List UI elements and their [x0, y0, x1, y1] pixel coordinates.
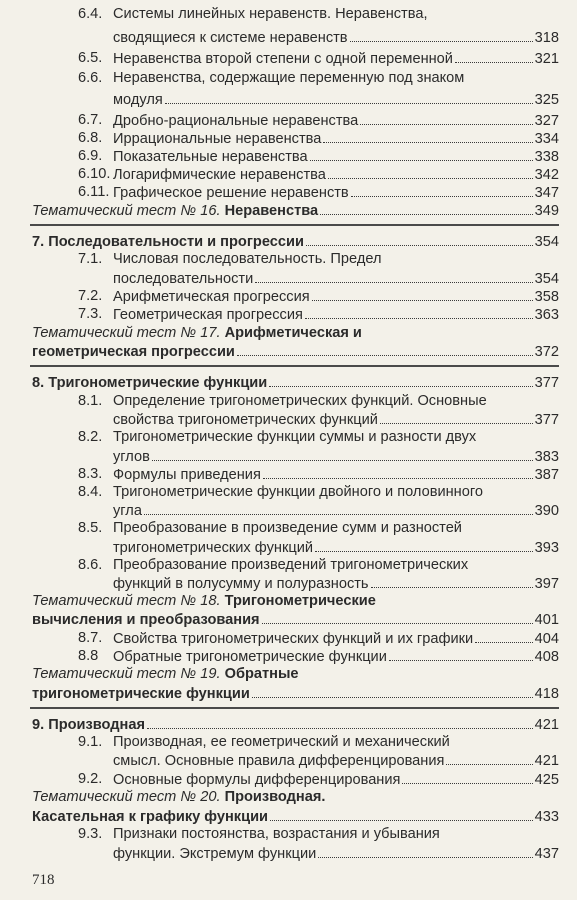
- toc-entry-leader: [113, 29, 559, 47]
- entry-title: углов: [113, 449, 150, 465]
- toc-entry-leader: [113, 6, 559, 23]
- section-number: 8.1.: [78, 393, 103, 409]
- toc-entry-leader: [113, 734, 559, 751]
- section-number: 9.1.: [78, 734, 103, 750]
- dot-leader: [328, 166, 533, 179]
- entry-title: вычисления и преобразования: [32, 612, 260, 628]
- toc-entry-leader: [113, 148, 559, 166]
- entry-title: Дробно-рациональные неравенства: [113, 113, 359, 129]
- toc-entry-leader: [32, 593, 559, 610]
- section-number: 6.5.: [78, 50, 103, 66]
- toc-entry[interactable]: [0, 91, 577, 108]
- entry-title: Тригонометрические функции суммы и разности двух: [113, 429, 477, 445]
- section-number: 6.7.: [78, 112, 103, 128]
- toc-entry[interactable]: [0, 484, 577, 501]
- page-ref: 393: [534, 540, 559, 556]
- dot-leader: [371, 575, 533, 588]
- page-ref: 404: [534, 631, 559, 647]
- section-number: 7.2.: [78, 288, 103, 304]
- test-title: Неравенства: [224, 203, 319, 219]
- section-number: 9.2.: [78, 771, 103, 787]
- entry-title: 8. Тригонометрические функции: [32, 375, 268, 391]
- toc-entry[interactable]: [0, 557, 577, 574]
- entry-title: модуля: [113, 92, 163, 108]
- entry-title: [32, 666, 299, 683]
- test-title: Тригонометрические: [224, 593, 376, 609]
- toc-entry-leader: [113, 184, 559, 202]
- toc-entry[interactable]: [0, 502, 577, 519]
- toc-entry[interactable]: [0, 233, 577, 250]
- toc-entry[interactable]: [0, 50, 577, 67]
- section-number: 8.8: [78, 648, 99, 664]
- toc-entry-leader: [32, 202, 559, 220]
- dot-leader: [152, 448, 533, 461]
- toc-entry-leader: [32, 611, 559, 629]
- dot-leader: [305, 306, 533, 319]
- entry-title: Иррациональные неравенства: [113, 131, 322, 147]
- dot-leader: [350, 29, 533, 42]
- dot-leader: [312, 288, 533, 301]
- toc-entry[interactable]: [0, 29, 577, 46]
- page-ref: 383: [534, 449, 559, 465]
- page-ref: 342: [534, 167, 559, 183]
- entry-title: Основные формулы дифференцирования: [113, 772, 401, 788]
- dot-leader: [237, 343, 533, 356]
- entry-title: Касательная к графику функции: [32, 809, 269, 825]
- toc-entry-leader: [113, 826, 559, 843]
- entry-title: Системы линейных неравенств. Неравенства,: [113, 6, 428, 22]
- toc-entry-leader: [113, 648, 559, 666]
- entry-title: Формулы приведения: [113, 467, 261, 483]
- toc-entry[interactable]: [0, 648, 577, 665]
- page-number: 718: [32, 872, 55, 888]
- dot-leader: [306, 233, 533, 246]
- dot-leader: [380, 411, 533, 424]
- toc-entry[interactable]: [0, 70, 577, 87]
- toc-entry-leader: [113, 288, 559, 306]
- entry-title: тригонометрических функций: [113, 540, 314, 556]
- toc-entry-leader: [113, 448, 559, 466]
- toc-entry[interactable]: [0, 184, 577, 201]
- test-label: Тематический тест № 19.: [32, 666, 221, 682]
- section-number: 8.3.: [78, 466, 103, 482]
- section-divider: [30, 365, 559, 367]
- toc-entry[interactable]: [0, 374, 577, 391]
- section-number: 8.6.: [78, 557, 103, 573]
- dot-leader: [318, 845, 532, 858]
- dot-leader: [262, 611, 533, 624]
- toc-entry-leader: [32, 808, 559, 826]
- toc-entry-leader: [113, 539, 559, 557]
- entry-title: [32, 325, 362, 342]
- page-ref: 425: [534, 772, 559, 788]
- entry-title: Свойства тригонометрических функций и их графики: [113, 631, 474, 647]
- toc-entry[interactable]: [0, 202, 577, 219]
- entry-title: Преобразование произведений тригонометрических: [113, 557, 469, 573]
- page-ref: 321: [534, 51, 559, 67]
- dot-leader: [455, 50, 533, 63]
- dot-leader: [269, 374, 532, 387]
- toc-entry-leader: [113, 429, 559, 446]
- entry-title: смысл. Основные правила дифференцирования: [113, 753, 445, 769]
- toc-entry[interactable]: [0, 270, 577, 287]
- entry-title: последовательности: [113, 271, 254, 287]
- toc-entry[interactable]: [0, 325, 577, 342]
- toc-entry-leader: [113, 91, 559, 109]
- page-ref: 397: [534, 576, 559, 592]
- toc-entry-leader: [113, 251, 559, 268]
- page-ref: 318: [534, 30, 559, 46]
- entry-title: функции. Экстремум функции: [113, 846, 317, 862]
- entry-title: Преобразование в произведение сумм и разностей: [113, 520, 462, 536]
- toc-entry[interactable]: [0, 393, 577, 410]
- dot-leader: [165, 91, 533, 104]
- toc-entry[interactable]: [0, 251, 577, 268]
- toc-entry-leader: [113, 752, 559, 770]
- entry-title: угла: [113, 503, 142, 519]
- toc-entry[interactable]: [0, 716, 577, 733]
- entry-title: [32, 203, 318, 220]
- toc-entry[interactable]: [0, 539, 577, 556]
- toc-entry[interactable]: [0, 845, 577, 862]
- toc-entry[interactable]: [0, 808, 577, 825]
- page-ref: 418: [534, 686, 559, 702]
- toc-entry-leader: [113, 771, 559, 789]
- page-ref: 325: [534, 92, 559, 108]
- toc-entry-leader: [113, 520, 559, 537]
- page-ref: 334: [534, 131, 559, 147]
- section-number: 7.3.: [78, 306, 103, 322]
- page-ref: 437: [534, 846, 559, 862]
- page-ref: 349: [534, 203, 559, 219]
- toc-entry-leader: [113, 166, 559, 184]
- entry-title: [32, 593, 376, 610]
- toc-entry-leader: [113, 411, 559, 429]
- page-ref: 433: [534, 809, 559, 825]
- entry-title: Арифметическая прогрессия: [113, 289, 310, 305]
- toc-entry[interactable]: [0, 112, 577, 129]
- section-divider: [30, 707, 559, 709]
- section-number: 6.6.: [78, 70, 103, 86]
- toc-entry[interactable]: [0, 593, 577, 610]
- toc-entry[interactable]: [0, 575, 577, 592]
- page-ref: 372: [534, 344, 559, 360]
- page-ref: 354: [534, 234, 559, 250]
- test-title: Обратные: [224, 666, 299, 682]
- page-ref: 390: [534, 503, 559, 519]
- page-ref: 408: [534, 649, 559, 665]
- entry-title: Определение тригонометрических функций. Основные: [113, 393, 487, 409]
- test-title: Производная.: [224, 789, 326, 805]
- entry-title: функций в полусумму и полуразность: [113, 576, 369, 592]
- toc-entry[interactable]: [0, 771, 577, 788]
- toc-entry-leader: [32, 233, 559, 251]
- entry-title: Производная, ее геометрический и механический: [113, 734, 450, 750]
- dot-leader: [270, 808, 533, 821]
- toc-entry-leader: [32, 374, 559, 392]
- toc-entry-leader: [113, 70, 559, 87]
- toc-entry-leader: [113, 306, 559, 324]
- toc-entry[interactable]: [0, 466, 577, 483]
- toc-entry[interactable]: [0, 411, 577, 428]
- toc-entry-leader: [113, 393, 559, 410]
- page-ref: 401: [534, 612, 559, 628]
- section-number: 8.7.: [78, 630, 103, 646]
- entry-title: Неравенства, содержащие переменную под знаком: [113, 70, 465, 86]
- dot-leader: [320, 202, 532, 215]
- toc-entry[interactable]: [0, 130, 577, 147]
- section-number: 7.1.: [78, 251, 103, 267]
- toc-entry[interactable]: [0, 288, 577, 305]
- page-ref: 358: [534, 289, 559, 305]
- toc-entry-leader: [32, 716, 559, 734]
- toc-entry[interactable]: [0, 666, 577, 683]
- entry-title: 7. Последовательности и прогрессии: [32, 234, 304, 250]
- toc-entry-leader: [113, 575, 559, 593]
- toc-entry[interactable]: [0, 630, 577, 647]
- page-ref: 347: [534, 185, 559, 201]
- section-number: 9.3.: [78, 826, 103, 842]
- toc-entry-leader: [113, 845, 559, 863]
- page-ref: 377: [534, 375, 559, 391]
- entry-title: Показательные неравенства: [113, 149, 308, 165]
- section-number: 6.11.: [78, 184, 110, 200]
- toc-entry[interactable]: [0, 448, 577, 465]
- toc-entry[interactable]: [0, 148, 577, 165]
- section-number: 6.9.: [78, 148, 103, 164]
- toc-entry[interactable]: [0, 685, 577, 702]
- page-ref: 387: [534, 467, 559, 483]
- dot-leader: [360, 112, 532, 125]
- toc-entry[interactable]: [0, 306, 577, 323]
- dot-leader: [315, 539, 533, 552]
- toc-entry[interactable]: [0, 752, 577, 769]
- toc-entry[interactable]: [0, 826, 577, 843]
- dot-leader: [263, 466, 533, 479]
- toc-entry-leader: [113, 466, 559, 484]
- toc-entry[interactable]: [0, 6, 577, 23]
- page-ref: 421: [534, 717, 559, 733]
- toc-entry-leader: [32, 685, 559, 703]
- entry-title: Обратные тригонометрические функции: [113, 649, 387, 665]
- test-label: Тематический тест № 16.: [32, 203, 221, 219]
- toc-entry-leader: [113, 130, 559, 148]
- section-number: 8.4.: [78, 484, 103, 500]
- toc-entry-leader: [32, 789, 559, 806]
- toc-entry-leader: [113, 630, 559, 648]
- entry-title: Логарифмические неравенства: [113, 167, 326, 183]
- dot-leader: [323, 130, 532, 143]
- toc-entry[interactable]: [0, 343, 577, 360]
- entry-title: Неравенства второй степени с одной переменной: [113, 51, 453, 67]
- toc-entry[interactable]: [0, 611, 577, 628]
- dot-leader: [255, 270, 532, 283]
- dot-leader: [389, 648, 533, 661]
- page-ref: 363: [534, 307, 559, 323]
- dot-leader: [310, 148, 533, 161]
- entry-title: сводящиеся к системе неравенств: [113, 30, 348, 46]
- dot-leader: [446, 752, 532, 765]
- toc-entry-leader: [113, 557, 559, 574]
- entry-title: Графическое решение неравенств: [113, 185, 349, 201]
- test-label: Тематический тест № 18.: [32, 593, 221, 609]
- section-divider: [30, 224, 559, 226]
- dot-leader: [351, 184, 533, 197]
- page-ref: 327: [534, 113, 559, 129]
- test-title: Арифметическая и: [224, 325, 362, 341]
- toc-entry-leader: [32, 343, 559, 361]
- dot-leader: [252, 685, 533, 698]
- section-number: 8.2.: [78, 429, 103, 445]
- page-ref: 354: [534, 271, 559, 287]
- entry-title: Числовая последовательность. Предел: [113, 251, 382, 267]
- toc-entry-leader: [32, 666, 559, 683]
- toc-entry-leader: [113, 484, 559, 501]
- entry-title: Тригонометрические функции двойного и половинного: [113, 484, 483, 500]
- toc-entry-leader: [32, 325, 559, 342]
- entry-title: свойства тригонометрических функций: [113, 412, 378, 428]
- entry-title: геометрическая прогрессии: [32, 344, 235, 360]
- page-ref: 421: [534, 753, 559, 769]
- dot-leader: [144, 502, 533, 515]
- test-label: Тематический тест № 17.: [32, 325, 221, 341]
- toc-entry[interactable]: [0, 429, 577, 446]
- section-number: 6.8.: [78, 130, 103, 146]
- toc-entry-leader: [113, 502, 559, 520]
- page-ref: 377: [534, 412, 559, 428]
- toc-entry[interactable]: [0, 166, 577, 183]
- toc-entry-leader: [113, 50, 559, 68]
- section-number: 6.10.: [78, 166, 111, 182]
- entry-title: 9. Производная: [32, 717, 145, 733]
- dot-leader: [147, 716, 533, 729]
- section-number: 8.5.: [78, 520, 103, 536]
- entry-title: Геометрическая прогрессия: [113, 307, 303, 323]
- dot-leader: [475, 630, 532, 643]
- toc-entry-leader: [113, 112, 559, 130]
- dot-leader: [402, 771, 532, 784]
- toc-entry[interactable]: [0, 789, 577, 806]
- entry-title: Признаки постоянства, возрастания и убывания: [113, 826, 440, 842]
- toc-entry[interactable]: [0, 734, 577, 751]
- toc-entry-leader: [113, 270, 559, 288]
- entry-title: [32, 789, 325, 806]
- entry-title: тригонометрические функции: [32, 686, 250, 702]
- toc-entry[interactable]: [0, 520, 577, 537]
- test-label: Тематический тест № 20.: [32, 789, 221, 805]
- page-ref: 338: [534, 149, 559, 165]
- section-number: 6.4.: [78, 6, 103, 22]
